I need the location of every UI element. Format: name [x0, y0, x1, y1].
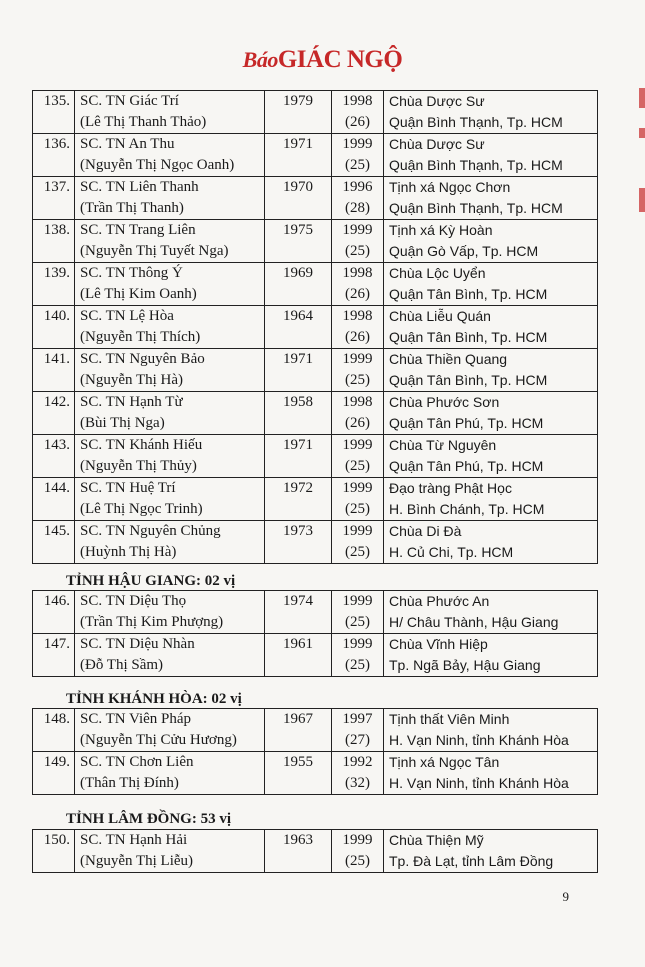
table-cell — [265, 306, 332, 349]
birth-year: 1969 — [283, 265, 313, 281]
table-row — [33, 521, 598, 564]
page-number: 9 — [562, 889, 569, 904]
lay-name: (Nguyễn Thị Cửu Hương) — [80, 732, 237, 748]
ordination-age: (26) — [345, 415, 370, 431]
temple-location: H. Vạn Ninh, tỉnh Khánh Hòa — [389, 775, 569, 791]
temple-location: Quận Tân Bình, Tp. HCM — [389, 372, 548, 388]
table-cell — [75, 306, 265, 349]
nun-title: SC. TN An Thu — [80, 136, 175, 152]
lay-name: (Nguyễn Thị Hà) — [80, 372, 184, 388]
edge-red-mark — [639, 88, 645, 108]
table-cell — [33, 478, 75, 521]
section-heading-hau-giang: TỈNH HẬU GIANG: 02 vị — [66, 573, 236, 589]
temple-location: Quận Bình Thạnh, Tp. HCM — [389, 200, 563, 216]
table-cell — [33, 220, 75, 263]
ordination-year: 1999 — [342, 636, 373, 652]
table-cell — [384, 709, 598, 752]
ordination-age: (28) — [345, 200, 370, 216]
table-cell — [75, 830, 265, 873]
table-cell — [265, 91, 332, 134]
row-number: 135. — [43, 93, 70, 109]
table-cell — [75, 91, 265, 134]
table-cell — [332, 591, 384, 634]
row-number: 137. — [43, 179, 70, 195]
ordination-year: 1998 — [342, 265, 373, 281]
nun-title: SC. TN Lệ Hòa — [80, 308, 174, 324]
birth-year: 1975 — [283, 222, 313, 238]
ordination-age: (25) — [345, 372, 370, 388]
registry-table-hau-giang — [32, 590, 598, 677]
temple-name: Đạo tràng Phật Học — [389, 480, 512, 496]
table-cell — [75, 177, 265, 220]
table-cell — [332, 752, 384, 795]
temple-name: Chùa Phước Sơn — [389, 394, 500, 410]
row-number: 148. — [43, 711, 70, 727]
nun-title: SC. TN Nguyên Chủng — [80, 523, 221, 539]
table-row — [33, 220, 598, 263]
temple-name: Chùa Thiền Quang — [389, 351, 508, 367]
table-cell — [265, 392, 332, 435]
ordination-year: 1999 — [342, 523, 373, 539]
table-cell — [75, 478, 265, 521]
ordination-year: 1999 — [342, 351, 373, 367]
temple-name: Chùa Từ Nguyên — [389, 437, 497, 453]
table-cell — [332, 830, 384, 873]
temple-location: H. Vạn Ninh, tỉnh Khánh Hòa — [389, 732, 569, 748]
row-number: 146. — [43, 593, 70, 609]
temple-location: Quận Tân Bình, Tp. HCM — [389, 329, 548, 345]
temple-name: Tịnh xá Kỳ Hoàn — [389, 222, 493, 238]
table-cell — [384, 177, 598, 220]
table-cell — [265, 830, 332, 873]
ordination-year: 1992 — [342, 754, 373, 770]
table-cell — [33, 392, 75, 435]
table-cell — [332, 634, 384, 677]
table-cell — [332, 392, 384, 435]
table-cell — [384, 220, 598, 263]
ordination-year: 1996 — [342, 179, 373, 195]
table-cell — [332, 263, 384, 306]
birth-year: 1979 — [283, 93, 313, 109]
lay-name: (Lê Thị Thanh Thảo) — [80, 114, 207, 130]
table-cell — [265, 134, 332, 177]
table-row — [33, 709, 598, 752]
temple-name: Chùa Dược Sư — [389, 93, 485, 109]
temple-location: Tp. Đà Lạt, tỉnh Lâm Đồng — [389, 853, 554, 869]
table-cell — [33, 752, 75, 795]
table-cell — [332, 220, 384, 263]
table-cell — [75, 591, 265, 634]
row-number: 149. — [43, 754, 70, 770]
table-cell — [332, 177, 384, 220]
table-cell — [33, 521, 75, 564]
birth-year: 1971 — [283, 437, 313, 453]
lay-name: (Nguyễn Thị Ngọc Oanh) — [80, 157, 235, 173]
temple-location: Quận Tân Phú, Tp. HCM — [389, 415, 544, 431]
birth-year: 1961 — [283, 636, 313, 652]
table-cell — [332, 521, 384, 564]
temple-name: Chùa Dược Sư — [389, 136, 485, 152]
table-row — [33, 752, 598, 795]
table-cell — [332, 306, 384, 349]
nun-title: SC. TN Hạnh Từ — [80, 394, 183, 410]
lay-name: (Trần Thị Kim Phượng) — [80, 614, 224, 630]
nun-title: SC. TN Khánh Hiếu — [80, 437, 203, 453]
temple-name: Chùa Vĩnh Hiệp — [389, 636, 488, 652]
nun-title: SC. TN Chơn Liên — [80, 754, 194, 770]
birth-year: 1963 — [283, 832, 313, 848]
table-cell — [265, 435, 332, 478]
birth-year: 1974 — [283, 593, 313, 609]
nun-title: SC. TN Hạnh Hải — [80, 832, 188, 848]
ordination-age: (25) — [345, 657, 370, 673]
temple-location: H. Củ Chi, Tp. HCM — [389, 544, 514, 560]
birth-year: 1970 — [283, 179, 313, 195]
table-row — [33, 591, 598, 634]
ordination-age: (32) — [345, 775, 370, 791]
table-cell — [75, 521, 265, 564]
ordination-year: 1999 — [342, 832, 373, 848]
table-cell — [332, 709, 384, 752]
table-cell — [384, 521, 598, 564]
table-row — [33, 478, 598, 521]
logo-title: GIÁC NGỘ — [277, 46, 403, 73]
table-cell — [33, 134, 75, 177]
table-cell — [265, 349, 332, 392]
table-cell — [75, 263, 265, 306]
table-cell — [33, 177, 75, 220]
table-cell — [384, 591, 598, 634]
nun-title: SC. TN Huệ Trí — [80, 480, 176, 496]
table-cell — [75, 349, 265, 392]
registry-table-lam-dong — [32, 829, 598, 873]
table-cell — [33, 91, 75, 134]
temple-location: H/ Châu Thành, Hậu Giang — [389, 614, 559, 630]
table-row — [33, 349, 598, 392]
ordination-age: (25) — [345, 458, 370, 474]
nun-title: SC. TN Diệu Thọ — [80, 593, 187, 609]
lay-name: (Thân Thị Đính) — [80, 775, 179, 791]
registry-table-hcm — [32, 90, 598, 564]
ordination-age: (27) — [345, 732, 370, 748]
ordination-year: 1999 — [342, 480, 373, 496]
table-cell — [265, 752, 332, 795]
table-cell — [384, 91, 598, 134]
table-row — [33, 392, 598, 435]
row-number: 141. — [43, 351, 70, 367]
ordination-age: (26) — [345, 114, 370, 130]
table-cell — [75, 709, 265, 752]
ordination-year: 1999 — [342, 222, 373, 238]
table-cell — [384, 306, 598, 349]
row-number: 140. — [43, 308, 70, 324]
nun-title: SC. TN Diệu Nhàn — [80, 636, 195, 652]
ordination-year: 1998 — [342, 93, 373, 109]
temple-location: Quận Tân Phú, Tp. HCM — [389, 458, 544, 474]
row-number: 142. — [43, 394, 70, 410]
table-cell — [33, 306, 75, 349]
ordination-age: (26) — [345, 329, 370, 345]
birth-year: 1973 — [283, 523, 313, 539]
nun-title: SC. TN Nguyên Bảo — [80, 351, 205, 367]
table-row — [33, 177, 598, 220]
table-row — [33, 634, 598, 677]
birth-year: 1964 — [283, 308, 313, 324]
temple-name: Chùa Lộc Uyển — [389, 265, 486, 281]
table-cell — [265, 634, 332, 677]
table-cell — [384, 830, 598, 873]
row-number: 147. — [43, 636, 70, 652]
table-cell — [265, 591, 332, 634]
table-cell — [75, 220, 265, 263]
lay-name: (Nguyễn Thị Liễu) — [80, 853, 194, 869]
table-cell — [265, 220, 332, 263]
table-cell — [75, 752, 265, 795]
lay-name: (Lê Thị Kim Oanh) — [80, 286, 197, 302]
ordination-year: 1999 — [342, 593, 373, 609]
temple-name: Chùa Thiện Mỹ — [389, 832, 484, 848]
table-row — [33, 134, 598, 177]
table-cell — [265, 521, 332, 564]
row-number: 143. — [43, 437, 70, 453]
table-row — [33, 306, 598, 349]
temple-name: Chùa Di Đà — [389, 523, 462, 539]
birth-year: 1958 — [283, 394, 313, 410]
table-cell — [384, 349, 598, 392]
section-heading-khanh-hoa: TỈNH KHÁNH HÒA: 02 vị — [66, 691, 242, 707]
table-cell — [332, 478, 384, 521]
lay-name: (Nguyễn Thị Thủy) — [80, 458, 197, 474]
lay-name: (Trần Thị Thanh) — [80, 200, 184, 216]
nun-title: SC. TN Viên Pháp — [80, 711, 192, 727]
birth-year: 1967 — [283, 711, 313, 727]
ordination-year: 1998 — [342, 308, 373, 324]
nun-title: SC. TN Giác Trí — [80, 93, 179, 109]
table-cell — [33, 591, 75, 634]
registry-table-khanh-hoa — [32, 708, 598, 795]
newspaper-logo — [0, 46, 645, 74]
nun-title: SC. TN Trang Liên — [80, 222, 196, 238]
lay-name: (Đỗ Thị Sầm) — [80, 657, 164, 673]
edge-red-mark — [639, 188, 645, 212]
table-cell — [332, 349, 384, 392]
table-row — [33, 263, 598, 306]
birth-year: 1955 — [283, 754, 313, 770]
table-cell — [33, 830, 75, 873]
ordination-age: (25) — [345, 853, 370, 869]
birth-year: 1971 — [283, 136, 313, 152]
temple-name: Tịnh thất Viên Minh — [389, 711, 510, 727]
ordination-year: 1997 — [342, 711, 373, 727]
table-cell — [265, 177, 332, 220]
row-number: 145. — [43, 523, 70, 539]
logo-prefix: Báo — [242, 47, 278, 72]
table-cell — [384, 634, 598, 677]
lay-name: (Nguyễn Thị Thích) — [80, 329, 201, 345]
nun-title: SC. TN Liên Thanh — [80, 179, 199, 195]
edge-red-mark — [639, 128, 645, 138]
temple-location: Tp. Ngã Bảy, Hậu Giang — [389, 657, 541, 673]
temple-location: Quận Tân Bình, Tp. HCM — [389, 286, 548, 302]
lay-name: (Huỳnh Thị Hà) — [80, 544, 177, 560]
section-heading-lam-dong: TỈNH LÂM ĐỒNG: 53 vị — [66, 811, 231, 827]
ordination-age: (25) — [345, 243, 370, 259]
temple-location: Quận Bình Thạnh, Tp. HCM — [389, 114, 563, 130]
temple-location: Quận Gò Vấp, Tp. HCM — [389, 243, 539, 259]
temple-name: Tịnh xá Ngọc Tân — [389, 754, 500, 770]
table-cell — [265, 478, 332, 521]
table-row — [33, 830, 598, 873]
row-number: 138. — [43, 222, 70, 238]
ordination-year: 1998 — [342, 394, 373, 410]
table-cell — [384, 435, 598, 478]
table-cell — [33, 263, 75, 306]
table-cell — [75, 634, 265, 677]
temple-name: Chùa Liễu Quán — [389, 308, 491, 324]
ordination-age: (25) — [345, 501, 370, 517]
lay-name: (Bùi Thị Nga) — [80, 415, 165, 431]
table-cell — [332, 91, 384, 134]
ordination-year: 1999 — [342, 437, 373, 453]
table-cell — [75, 392, 265, 435]
ordination-age: (25) — [345, 544, 370, 560]
row-number: 144. — [43, 480, 70, 496]
table-cell — [33, 349, 75, 392]
table-cell — [384, 134, 598, 177]
table-cell — [75, 435, 265, 478]
temple-name: Tịnh xá Ngọc Chơn — [389, 179, 511, 195]
ordination-age: (26) — [345, 286, 370, 302]
ordination-age: (25) — [345, 157, 370, 173]
row-number: 136. — [43, 136, 70, 152]
temple-location: H. Bình Chánh, Tp. HCM — [389, 501, 545, 517]
table-cell — [332, 435, 384, 478]
table-cell — [265, 709, 332, 752]
table-cell — [332, 134, 384, 177]
row-number: 150. — [43, 832, 70, 848]
nun-title: SC. TN Thông Ý — [80, 265, 183, 281]
table-cell — [384, 752, 598, 795]
table-cell — [33, 435, 75, 478]
table-cell — [33, 709, 75, 752]
table-cell — [75, 134, 265, 177]
table-cell — [265, 263, 332, 306]
table-row — [33, 91, 598, 134]
birth-year: 1971 — [283, 351, 313, 367]
table-row — [33, 435, 598, 478]
table-cell — [384, 263, 598, 306]
table-cell — [384, 478, 598, 521]
lay-name: (Nguyễn Thị Tuyết Nga) — [80, 243, 229, 259]
temple-location: Quận Bình Thạnh, Tp. HCM — [389, 157, 563, 173]
ordination-year: 1999 — [342, 136, 373, 152]
temple-name: Chùa Phước An — [389, 593, 490, 609]
birth-year: 1972 — [283, 480, 313, 496]
table-cell — [33, 634, 75, 677]
table-cell — [384, 392, 598, 435]
row-number: 139. — [43, 265, 70, 281]
ordination-age: (25) — [345, 614, 370, 630]
lay-name: (Lê Thị Ngọc Trinh) — [80, 501, 203, 517]
